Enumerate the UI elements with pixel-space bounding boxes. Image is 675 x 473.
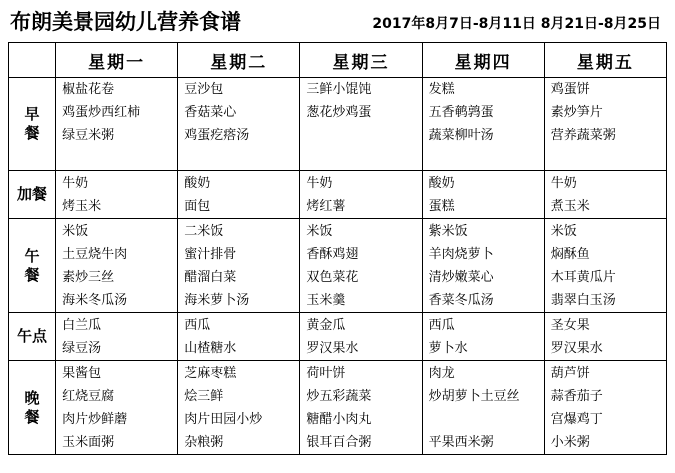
dish-item: 米饭 xyxy=(550,223,577,239)
weekly-menu-table xyxy=(8,42,667,455)
menu-cell-lunch-wednesday xyxy=(300,219,422,313)
dish-item: 营养蔬菜粥 xyxy=(550,128,616,143)
dish-item: 肉龙 xyxy=(428,365,455,381)
menu-cell-lunch-tuesday xyxy=(178,219,300,313)
dish-item: 绿豆米粥 xyxy=(62,128,115,143)
dish-item: 绿豆汤 xyxy=(62,340,102,356)
dish-item: 蜜汁排骨 xyxy=(184,246,237,262)
dish-item: 三鲜小馄饨 xyxy=(306,82,372,97)
table-row-dinner xyxy=(9,361,667,455)
dish-list xyxy=(423,362,544,454)
dish-item: 葫芦饼 xyxy=(550,365,590,381)
dish-item: 西瓜 xyxy=(428,317,455,333)
column-header-thursday: 星期四 xyxy=(422,43,544,78)
dish-item: 萝卜水 xyxy=(428,340,468,356)
dish-item: 银耳百合粥 xyxy=(306,434,372,450)
dish-list xyxy=(56,78,177,170)
menu-cell-breakfast-monday xyxy=(56,78,178,171)
meal-label-line: 晚 xyxy=(24,388,40,407)
menu-cell-morning-snack-tuesday xyxy=(178,171,300,219)
dish-list xyxy=(178,78,299,170)
menu-cell-afternoon-snack-friday xyxy=(544,313,666,361)
dish-list xyxy=(300,362,421,454)
dish-item: 米饭 xyxy=(306,223,333,239)
table-row-morning-snack xyxy=(9,171,667,219)
dish-item xyxy=(423,408,544,431)
dish-item: 五香鹌鹑蛋 xyxy=(428,105,494,120)
dish-list xyxy=(178,314,299,360)
menu-cell-dinner-thursday xyxy=(422,361,544,455)
dish-list xyxy=(56,362,177,454)
dish-item: 发糕 xyxy=(428,82,455,97)
dish-item: 木耳黄瓜片 xyxy=(550,269,616,285)
dish-item: 杂粮粥 xyxy=(184,434,224,450)
dish-item: 芝麻枣糕 xyxy=(184,365,237,381)
dish-item: 海米冬瓜汤 xyxy=(62,292,128,308)
menu-cell-morning-snack-monday xyxy=(56,171,178,219)
dish-item: 玉米羹 xyxy=(306,292,346,308)
dish-item: 荷叶饼 xyxy=(306,365,346,381)
dish-item: 米饭 xyxy=(62,223,89,239)
dish-item: 酸奶 xyxy=(428,175,455,191)
menu-cell-afternoon-snack-tuesday xyxy=(178,313,300,361)
dish-item: 山楂糖水 xyxy=(184,340,237,356)
page-title: 布朗美景园幼儿营养食谱 xyxy=(10,10,241,34)
dish-item: 炒五彩蔬菜 xyxy=(306,388,372,404)
menu-cell-morning-snack-friday xyxy=(544,171,666,219)
column-header-friday: 星期五 xyxy=(544,43,666,78)
meal-label-line: 餐 xyxy=(24,265,40,284)
dish-item: 罗汉果水 xyxy=(306,340,359,356)
dish-list xyxy=(56,172,177,218)
dish-list xyxy=(423,314,544,360)
dish-item: 烤玉米 xyxy=(62,198,102,214)
column-header-tuesday: 星期二 xyxy=(178,43,300,78)
dish-item xyxy=(423,147,544,170)
dish-item xyxy=(178,147,299,170)
dish-item: 黄金瓜 xyxy=(306,317,346,333)
dish-list xyxy=(300,172,421,218)
dish-item: 醋溜白菜 xyxy=(184,269,237,285)
dish-item: 蒜香茄子 xyxy=(550,388,603,404)
dish-item: 烤红薯 xyxy=(306,198,346,214)
meal-label-lunch xyxy=(9,219,56,313)
meal-label-line: 早 xyxy=(24,105,40,123)
meal-label-afternoon-snack xyxy=(9,313,56,361)
dish-item: 蛋糕 xyxy=(428,198,455,214)
menu-cell-breakfast-tuesday xyxy=(178,78,300,171)
dish-item: 牛奶 xyxy=(62,175,89,191)
dish-item: 双色菜花 xyxy=(306,269,359,285)
meal-label-breakfast xyxy=(9,78,56,171)
dish-item: 酸奶 xyxy=(184,175,211,191)
dish-item: 鸡蛋饼 xyxy=(550,82,590,97)
menu-cell-lunch-thursday xyxy=(422,219,544,313)
menu-cell-afternoon-snack-wednesday xyxy=(300,313,422,361)
dish-item: 小米粥 xyxy=(550,434,590,450)
dish-item: 烩三鲜 xyxy=(184,388,224,404)
dish-item: 煮玉米 xyxy=(550,198,590,214)
dish-item: 葱花炒鸡蛋 xyxy=(306,105,372,120)
menu-cell-afternoon-snack-thursday xyxy=(422,313,544,361)
dish-item: 面包 xyxy=(184,198,211,214)
date-range: 2017年8月7日-8月11日 8月21日-8月25日 xyxy=(372,16,661,32)
dish-item: 平果西米粥 xyxy=(428,434,494,450)
menu-cell-dinner-tuesday xyxy=(178,361,300,455)
menu-cell-breakfast-thursday xyxy=(422,78,544,171)
dish-item: 香菜冬瓜汤 xyxy=(428,292,494,308)
dish-item: 牛奶 xyxy=(550,175,577,191)
dish-item: 豆沙包 xyxy=(184,82,224,97)
menu-cell-dinner-friday xyxy=(544,361,666,455)
dish-item xyxy=(300,124,421,147)
dish-item: 炒胡萝卜土豆丝 xyxy=(428,388,520,404)
document-header xyxy=(8,6,667,40)
dish-item: 西瓜 xyxy=(184,317,211,333)
dish-item: 糖醋小肉丸 xyxy=(306,411,372,427)
dish-item xyxy=(545,147,666,170)
dish-item: 蔬菜柳叶汤 xyxy=(428,128,494,143)
menu-cell-morning-snack-thursday xyxy=(422,171,544,219)
menu-cell-dinner-wednesday xyxy=(300,361,422,455)
meal-label-line: 午 xyxy=(24,246,40,265)
dish-item xyxy=(56,147,177,170)
dish-item: 圣女果 xyxy=(550,317,590,333)
table-header-row xyxy=(9,43,667,78)
table-row-lunch xyxy=(9,219,667,313)
dish-item: 鸡蛋疙瘩汤 xyxy=(184,128,250,143)
dish-item: 宫爆鸡丁 xyxy=(550,411,603,427)
dish-item: 牛奶 xyxy=(306,175,333,191)
dish-list xyxy=(423,78,544,170)
meal-label-morning-snack xyxy=(9,171,56,219)
dish-item: 土豆烧牛肉 xyxy=(62,246,128,262)
dish-list xyxy=(423,172,544,218)
column-header-wednesday: 星期三 xyxy=(300,43,422,78)
dish-list xyxy=(300,78,421,170)
menu-cell-breakfast-friday xyxy=(544,78,666,171)
dish-item: 二米饭 xyxy=(184,223,224,239)
dish-item: 白兰瓜 xyxy=(62,317,102,333)
table-row-afternoon-snack xyxy=(9,313,667,361)
dish-list xyxy=(178,362,299,454)
dish-list xyxy=(178,172,299,218)
dish-list xyxy=(300,314,421,360)
meal-label-dinner xyxy=(9,361,56,455)
dish-item: 果酱包 xyxy=(62,365,102,381)
dish-item: 清炒嫩菜心 xyxy=(428,269,494,285)
dish-item: 罗汉果水 xyxy=(550,340,603,356)
menu-cell-afternoon-snack-monday xyxy=(56,313,178,361)
dish-item: 肉片炒鲜蘑 xyxy=(62,411,128,427)
dish-item: 香酥鸡翅 xyxy=(306,246,359,262)
dish-item: 玉米面粥 xyxy=(62,434,115,450)
meal-label-line: 餐 xyxy=(24,407,40,426)
menu-cell-dinner-monday xyxy=(56,361,178,455)
dish-list xyxy=(545,172,666,218)
menu-cell-morning-snack-wednesday xyxy=(300,171,422,219)
dish-list xyxy=(423,220,544,312)
dish-list xyxy=(56,314,177,360)
menu-cell-lunch-friday xyxy=(544,219,666,313)
dish-item: 肉片田园小炒 xyxy=(184,411,263,427)
meal-label-line: 餐 xyxy=(24,124,40,142)
meal-label-line: 午点 xyxy=(17,327,48,345)
dish-item: 香菇菜心 xyxy=(184,105,237,120)
dish-list xyxy=(545,220,666,312)
dish-list xyxy=(56,220,177,312)
dish-item: 翡翠白玉汤 xyxy=(550,292,616,308)
meal-label-line: 加餐 xyxy=(17,185,48,203)
dish-list xyxy=(545,362,666,454)
column-header-monday: 星期一 xyxy=(56,43,178,78)
dish-item: 素炒三丝 xyxy=(62,269,115,285)
dish-item xyxy=(300,147,421,170)
dish-item: 羊肉烧萝卜 xyxy=(428,246,494,262)
dish-item: 焖酥鱼 xyxy=(550,246,590,262)
dish-list xyxy=(545,78,666,170)
dish-item: 海米萝卜汤 xyxy=(184,292,250,308)
dish-list xyxy=(178,220,299,312)
dish-item: 素炒笋片 xyxy=(550,105,603,120)
dish-list xyxy=(545,314,666,360)
dish-item: 紫米饭 xyxy=(428,223,468,239)
table-corner-cell xyxy=(9,43,56,78)
dish-item: 鸡蛋炒西红柿 xyxy=(62,105,141,120)
table-row-breakfast xyxy=(9,78,667,171)
dish-list xyxy=(300,220,421,312)
menu-cell-breakfast-wednesday xyxy=(300,78,422,171)
dish-item: 红烧豆腐 xyxy=(62,388,115,404)
dish-item: 椒盐花卷 xyxy=(62,82,115,97)
menu-cell-lunch-monday xyxy=(56,219,178,313)
